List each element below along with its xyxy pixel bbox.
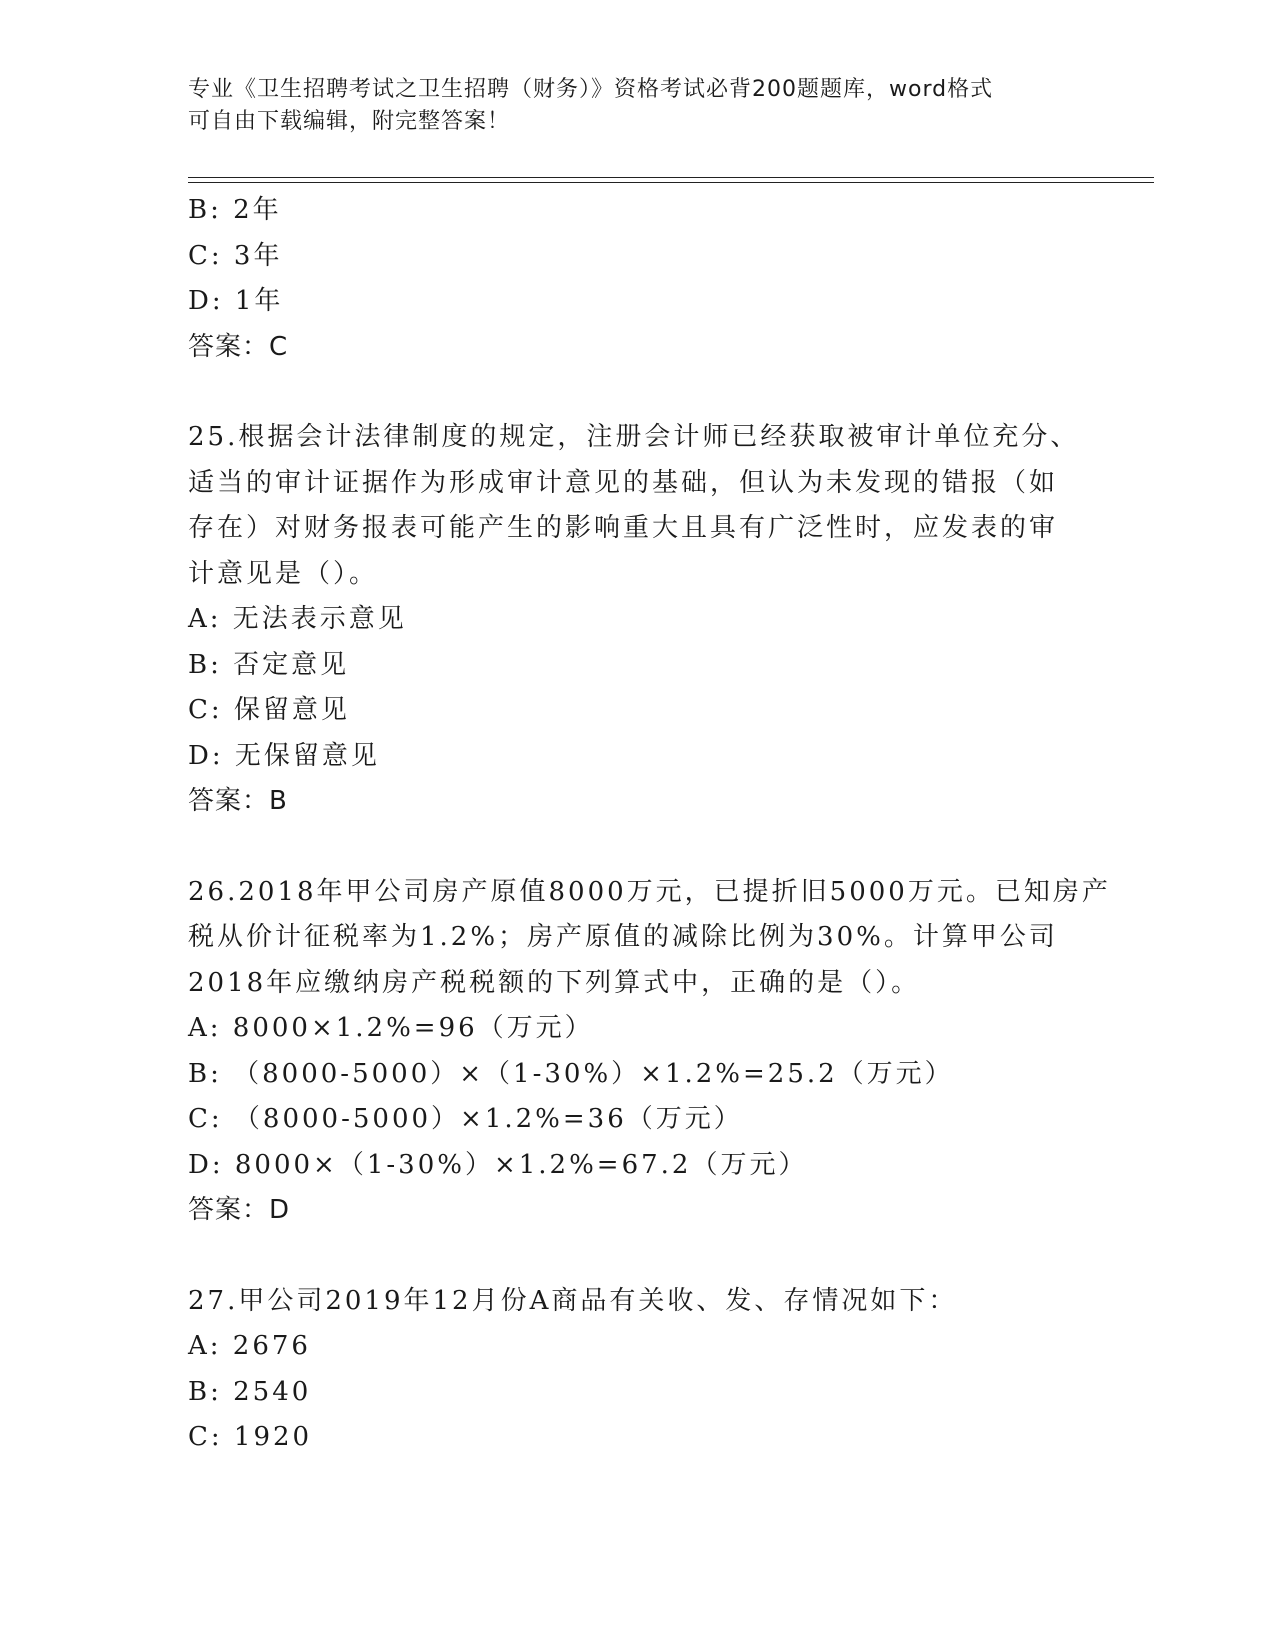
spacer	[188, 1234, 1088, 1279]
answer-key: 答案：C	[188, 331, 289, 362]
question-stem-line: 税从价计征税率为1.2%；房产原值的减除比例为30%。计算甲公司	[188, 922, 1058, 952]
answer-key: 答案：B	[188, 786, 288, 816]
header-divider-top	[188, 177, 1154, 178]
option-b: B: 2540	[188, 1376, 312, 1407]
header-title-line-1: 专业《卫生招聘考试之卫生招聘（财务）》资格考试必背200题题库，word格式	[188, 77, 994, 102]
question-stem-line: 26.2018年甲公司房产原值8000万元，已提折旧5000万元。已知房产	[188, 876, 1111, 907]
question-24	[188, 188, 1088, 370]
option-b: B: 否定意见	[188, 649, 350, 680]
header-title-line-2: 可自由下载编辑，附完整答案！	[188, 109, 511, 134]
option-b: B: （8000-5000）×（1-30%）×1.2%=25.2（万元）	[188, 1058, 954, 1089]
question-stem-line: 25.根据会计法律制度的规定，注册会计师已经获取被审计单位充分、	[188, 422, 1080, 452]
option-c: C: （8000-5000）×1.2%=36（万元）	[188, 1104, 743, 1134]
question-list	[188, 188, 1111, 1461]
option-a: A: 无法表示意见	[188, 604, 407, 634]
option-b: B: 2年	[188, 195, 282, 225]
question-stem-line: 计意见是（）。	[188, 558, 379, 589]
question-stem-line: 存在）对财务报表可能产生的影响重大且具有广泛性时，应发表的审	[188, 513, 1059, 543]
option-c: C: 保留意见	[188, 695, 350, 725]
question-26	[188, 870, 1111, 1234]
option-c: C: 1920	[188, 1422, 313, 1452]
question-stem-line: 适当的审计证据作为形成审计意见的基础，但认为未发现的错报（如	[188, 467, 1059, 498]
question-27	[188, 1279, 1088, 1461]
header-divider-bottom	[188, 182, 1154, 183]
option-d: D: 8000×（1-30%）×1.2%=67.2（万元）	[188, 1149, 808, 1180]
option-a: A: 2676	[188, 1331, 311, 1361]
option-a: A: 8000×1.2%=96（万元）	[188, 1013, 594, 1043]
option-d: D: 1年	[188, 286, 284, 316]
page-header	[188, 74, 1068, 138]
option-c: C: 3年	[188, 240, 283, 271]
spacer	[188, 825, 1088, 870]
option-d: D: 无保留意见	[188, 740, 380, 771]
question-stem-line: 2018年应缴纳房产税税额的下列算式中，正确的是（）。	[188, 967, 921, 998]
spacer	[188, 370, 1088, 415]
answer-key: 答案：D	[188, 1195, 291, 1225]
question-25	[188, 415, 1088, 825]
question-stem-line: 27.甲公司2019年12月份A商品有关收、发、存情况如下：	[188, 1285, 958, 1316]
